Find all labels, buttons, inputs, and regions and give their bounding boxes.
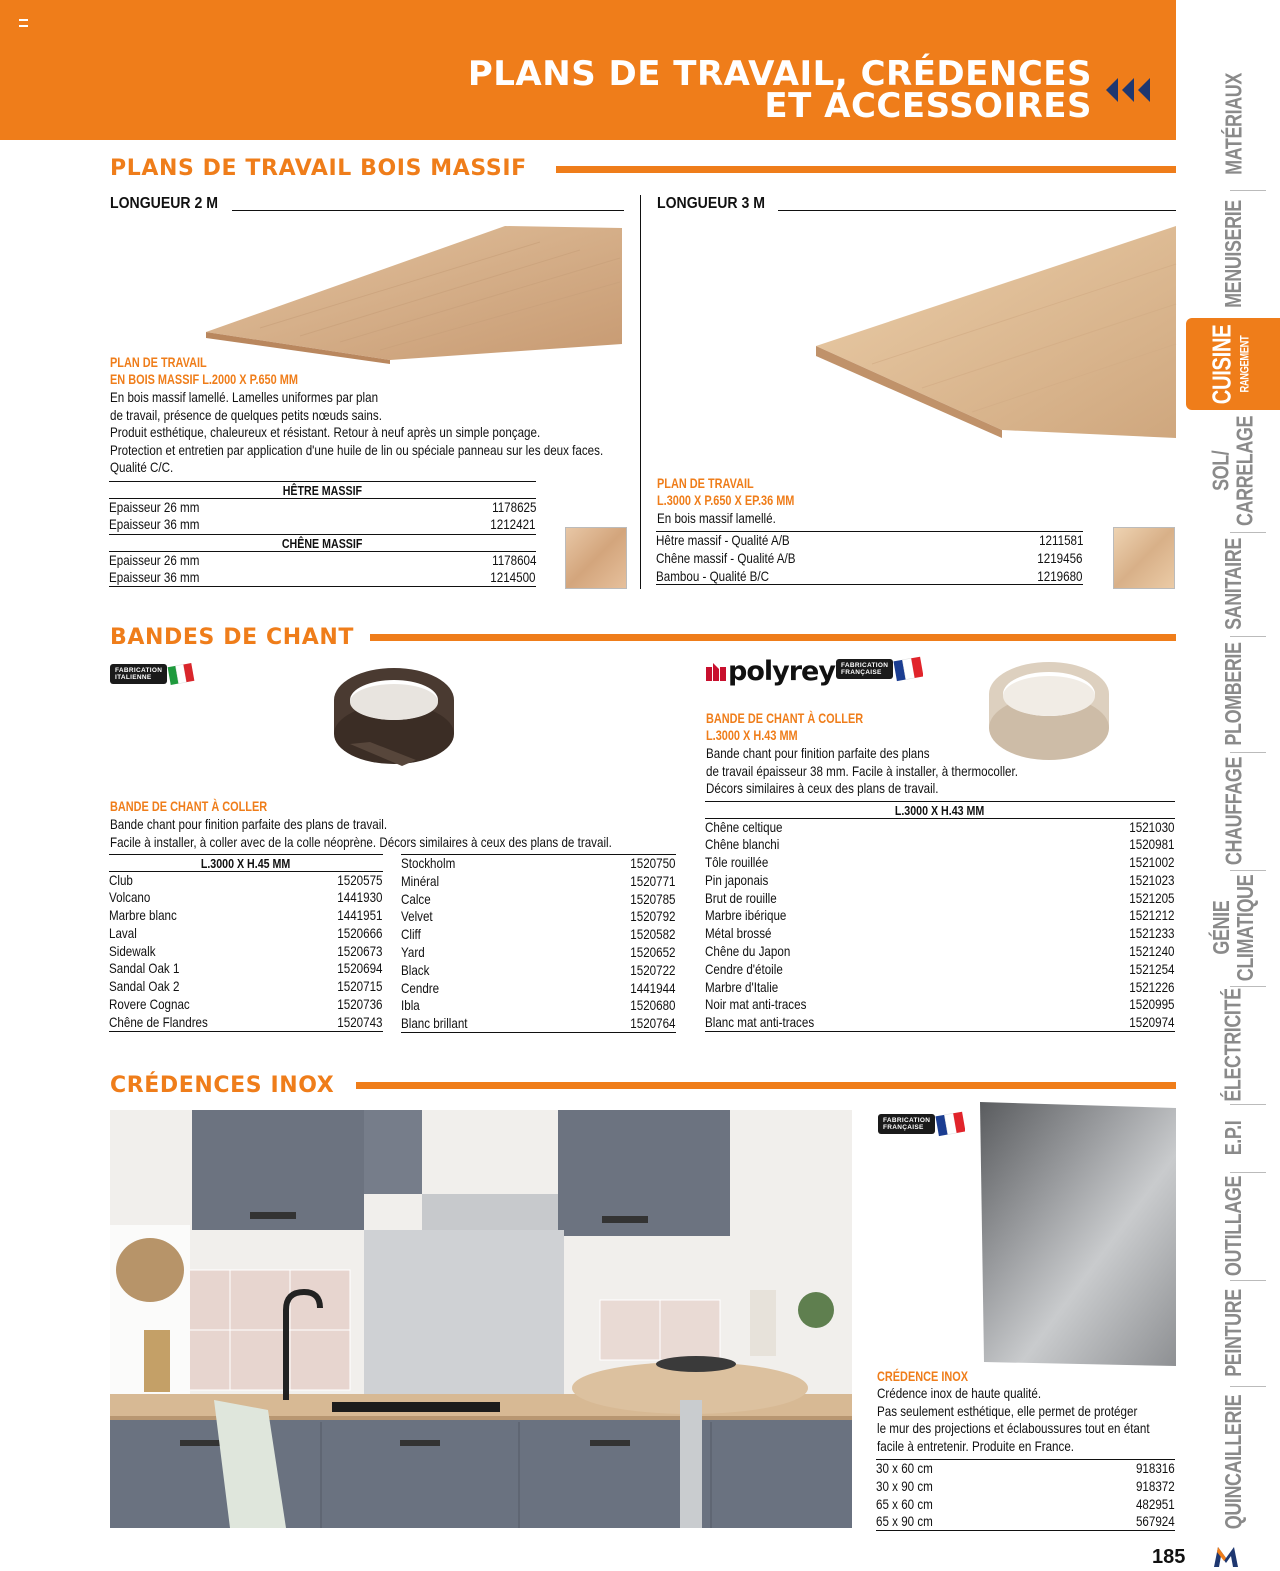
table-bande-left-col2 — [401, 854, 676, 1033]
sidebar-item-outillage[interactable]: OUTILLAGE — [1220, 1175, 1247, 1277]
sidebar-item-sanitaire[interactable]: SANITAIRE — [1220, 538, 1246, 630]
page-title-line1: PLANS DE TRAVAIL, CRÉDENCES — [467, 54, 1092, 94]
sidebar-item-chauffage[interactable]: CHAUFFAGE — [1220, 756, 1246, 866]
product-title-credence-inox: CRÉDENCE INOX — [877, 1368, 969, 1384]
subheading-rule — [778, 210, 1176, 211]
stainless-splashback-image — [976, 1100, 1178, 1368]
table-row: Sidewalk 1520673 — [109, 942, 383, 959]
desc-line: Produit esthétique, chaleureux et résistant. Retour à neuf après un simple ponçage. — [110, 424, 541, 440]
table-row: Calce 1520785 — [401, 890, 676, 907]
table-row: Ibla 1520680 — [401, 997, 676, 1014]
table-bois-3m — [656, 531, 1083, 585]
sidebar-item-epi[interactable]: E.P.I — [1219, 1120, 1246, 1156]
edge-band-roll-dark-image — [330, 662, 460, 768]
table-row: Hêtre massif - Qualité A/B 1211581 — [656, 532, 1083, 548]
desc-line: Bande chant pour finition parfaite des plans de travail. — [110, 816, 388, 832]
table-row: 30 x 60 cm 918316 — [876, 1460, 1175, 1476]
table-row: 65 x 60 cm 482951 — [876, 1495, 1175, 1512]
table-row: Chêne celtique 1521030 — [705, 818, 1175, 835]
sidebar-divider — [1230, 1104, 1266, 1105]
double-chevron-left-icon[interactable] — [1104, 72, 1152, 108]
table-row: Blanc mat anti-traces 1520974 — [705, 1014, 1175, 1031]
product-description-bande-left — [110, 816, 715, 851]
table-row: Epaisseur 26 mm 1178625 — [109, 498, 536, 515]
section-rule — [370, 634, 1176, 641]
page-number: 185 — [1152, 1546, 1186, 1568]
table-bois-2m — [109, 481, 536, 587]
desc-line: Décors similaires à ceux des plans de travail. — [706, 780, 939, 796]
desc-line: Qualité C/C. — [110, 459, 174, 475]
sidebar-item-sol-carrelage[interactable]: SOL/ CARRELAGE — [1208, 415, 1259, 527]
subheading-rule — [232, 210, 624, 211]
sidebar-item-quincaillerie[interactable]: QUINCAILLERIE — [1220, 1394, 1247, 1530]
table-row: Bambou - Qualité B/C 1219680 — [656, 567, 1083, 584]
table-row: Rovere Cognac 1520736 — [109, 996, 383, 1013]
table-row: Laval 1520666 — [109, 924, 383, 941]
product-title-2m-line2: EN BOIS MASSIF L.2000 X P.650 MM — [110, 371, 298, 387]
product-description-inox — [877, 1385, 1205, 1455]
table-row: Tôle rouillée 1521002 — [705, 854, 1175, 871]
brand-logo — [1213, 1546, 1239, 1568]
section-rule — [356, 1082, 1176, 1089]
table-row: Chêne massif - Qualité A/B 1219456 — [656, 549, 1083, 566]
fabrication-francaise-badge-inox: FABRICATION FRANÇAISE — [878, 1112, 965, 1136]
wood-swatch-3m — [1113, 527, 1175, 589]
table-row: Cendre 1441944 — [401, 979, 676, 996]
sidebar-item-genie-climatique[interactable]: GÉNIE CLIMATIQUE — [1208, 874, 1258, 982]
table-row: Yard 1520652 — [401, 943, 676, 960]
brand-m-logo-icon — [1213, 1546, 1239, 1568]
product-description-2m — [110, 389, 704, 477]
table-header: L.3000 X H.43 MM — [705, 801, 1175, 819]
sidebar-item-peinture[interactable]: PEINTURE — [1220, 1289, 1247, 1377]
polyrey-mark-icon — [706, 663, 726, 681]
table-credence-inox — [876, 1459, 1175, 1531]
france-flag-icon — [893, 656, 923, 682]
table-row: Volcano 1441930 — [109, 889, 383, 906]
sidebar-item-menuiserie[interactable]: MENUISERIE — [1220, 200, 1247, 308]
desc-line: Pas seulement esthétique, elle permet de protéger — [877, 1402, 1138, 1419]
desc-line: de travail, présence de quelques petits nœuds sains. — [110, 406, 382, 423]
table-row: Black 1520722 — [401, 961, 676, 978]
table-row: Chêne du Japon 1521240 — [705, 943, 1175, 960]
table-row: Noir mat anti-traces 1520995 — [705, 996, 1175, 1013]
page-title-line2: ET ACCESSOIRES — [764, 86, 1092, 126]
table-header-hetre: HÊTRE MASSIF — [109, 481, 536, 499]
table-row: Sandal Oak 1 1520694 — [109, 960, 383, 977]
table-header-chene: CHÊNE MASSIF — [109, 534, 536, 552]
product-title-3m-line2: L.3000 X P.650 X EP.36 MM — [657, 492, 795, 508]
desc-line: Facile à installer, à coller avec de la colle néoprène. Décors similaires à ceux des plans de travail. — [110, 833, 612, 850]
product-description-polyrey — [706, 745, 1082, 798]
table-row: Blanc brillant 1520764 — [401, 1015, 676, 1032]
table-row: 30 x 90 cm 918372 — [876, 1477, 1175, 1494]
desc-line: de travail épaisseur 38 mm. Facile à installer, à thermocoller. — [706, 762, 1018, 779]
table-row: Epaisseur 36 mm 1212421 — [109, 516, 536, 533]
desc-line: En bois massif lamellé. Lamelles uniformes par plan — [110, 389, 379, 405]
table-row: Marbre ibérique 1521212 — [705, 907, 1175, 924]
column-divider — [640, 195, 641, 589]
fabrication-italienne-badge: FABRICATION ITALIENNE — [110, 662, 195, 686]
worktop-3m-image — [812, 224, 1178, 442]
table-header: L.3000 X H.45 MM — [109, 854, 383, 872]
desc-line: le mur des projections et éclaboussures tout en étant — [877, 1420, 1150, 1436]
table-bande-left-col1 — [109, 854, 383, 1032]
desc-line: Bande chant pour finition parfaite des plans — [706, 745, 930, 761]
kitchen-splashback-photo — [110, 1110, 852, 1528]
sidebar-item-plomberie[interactable]: PLOMBERIE — [1220, 642, 1247, 746]
desc-line: Crédence inox de haute qualité. — [877, 1385, 1042, 1401]
sidebar-item-materiaux[interactable]: MATÉRIAUX — [1220, 73, 1247, 175]
section-title-bois-massif: PLANS DE TRAVAIL BOIS MASSIF — [110, 156, 527, 181]
table-row: Velvet 1520792 — [401, 908, 676, 925]
table-row: Brut de rouille 1521205 — [705, 889, 1175, 906]
table-row: 65 x 90 cm 567924 — [876, 1513, 1175, 1530]
table-row: Club 1520575 — [109, 871, 383, 888]
menu-icon[interactable] — [19, 19, 28, 27]
france-flag-icon — [935, 1111, 965, 1137]
sidebar-item-electricite[interactable]: ÉLECTRICITÉ — [1220, 988, 1246, 1102]
table-row: Epaisseur 26 mm 1178604 — [109, 551, 536, 568]
table-row: Marbre blanc 1441951 — [109, 907, 383, 924]
section-title-bandes-de-chant: BANDES DE CHANT — [110, 625, 354, 650]
table-row: Chêne blanchi 1520981 — [705, 836, 1175, 853]
product-description-3m: En bois massif lamellé. — [657, 510, 776, 526]
product-title-2m-line1: PLAN DE TRAVAIL — [110, 354, 207, 370]
wood-swatch-2m — [565, 527, 627, 589]
section-rule — [556, 166, 1176, 173]
table-row: Minéral 1520771 — [401, 872, 676, 889]
table-row: Chêne de Flandres 1520743 — [109, 1013, 383, 1030]
page-header-banner — [0, 0, 1176, 140]
product-title-polyrey-line2: L.3000 X H.43 MM — [706, 727, 798, 743]
table-row: Métal brossé 1521233 — [705, 925, 1175, 942]
table-row: Stockholm 1520750 — [401, 855, 676, 871]
table-row: Pin japonais 1521023 — [705, 871, 1175, 888]
polyrey-logo: polyrey — [706, 656, 835, 687]
subheading-longueur-2m: LONGUEUR 2 M — [110, 195, 218, 212]
product-title-polyrey-line1: BANDE DE CHANT À COLLER — [706, 710, 864, 726]
product-title-bande-chant-left: BANDE DE CHANT À COLLER — [110, 798, 268, 814]
section-title-credences-inox: CRÉDENCES INOX — [110, 1073, 335, 1098]
table-row: Epaisseur 36 mm 1214500 — [109, 569, 536, 586]
category-sidebar — [1186, 60, 1280, 1550]
sidebar-item-cuisine[interactable]: CUISINE RANGEMENT — [1206, 324, 1252, 404]
desc-line: Protection et entretien par application d'une huile de lin ou spéciale panneau sur les deux faces. — [110, 441, 604, 458]
worktop-2m-image — [200, 224, 625, 364]
table-row: Cendre d'étoile 1521254 — [705, 960, 1175, 977]
desc-line: facile à entretenir. Produite en France. — [877, 1437, 1075, 1454]
italy-flag-icon — [167, 662, 195, 686]
table-row: Sandal Oak 2 1520715 — [109, 978, 383, 995]
subheading-longueur-3m: LONGUEUR 3 M — [657, 195, 765, 212]
table-row: Cliff 1520582 — [401, 926, 676, 943]
table-row: Marbre d'Italie 1521226 — [705, 978, 1175, 995]
table-bande-polyrey — [705, 801, 1175, 1032]
fabrication-francaise-badge: FABRICATION FRANÇAISE — [836, 657, 923, 681]
product-title-3m-line1: PLAN DE TRAVAIL — [657, 475, 754, 491]
